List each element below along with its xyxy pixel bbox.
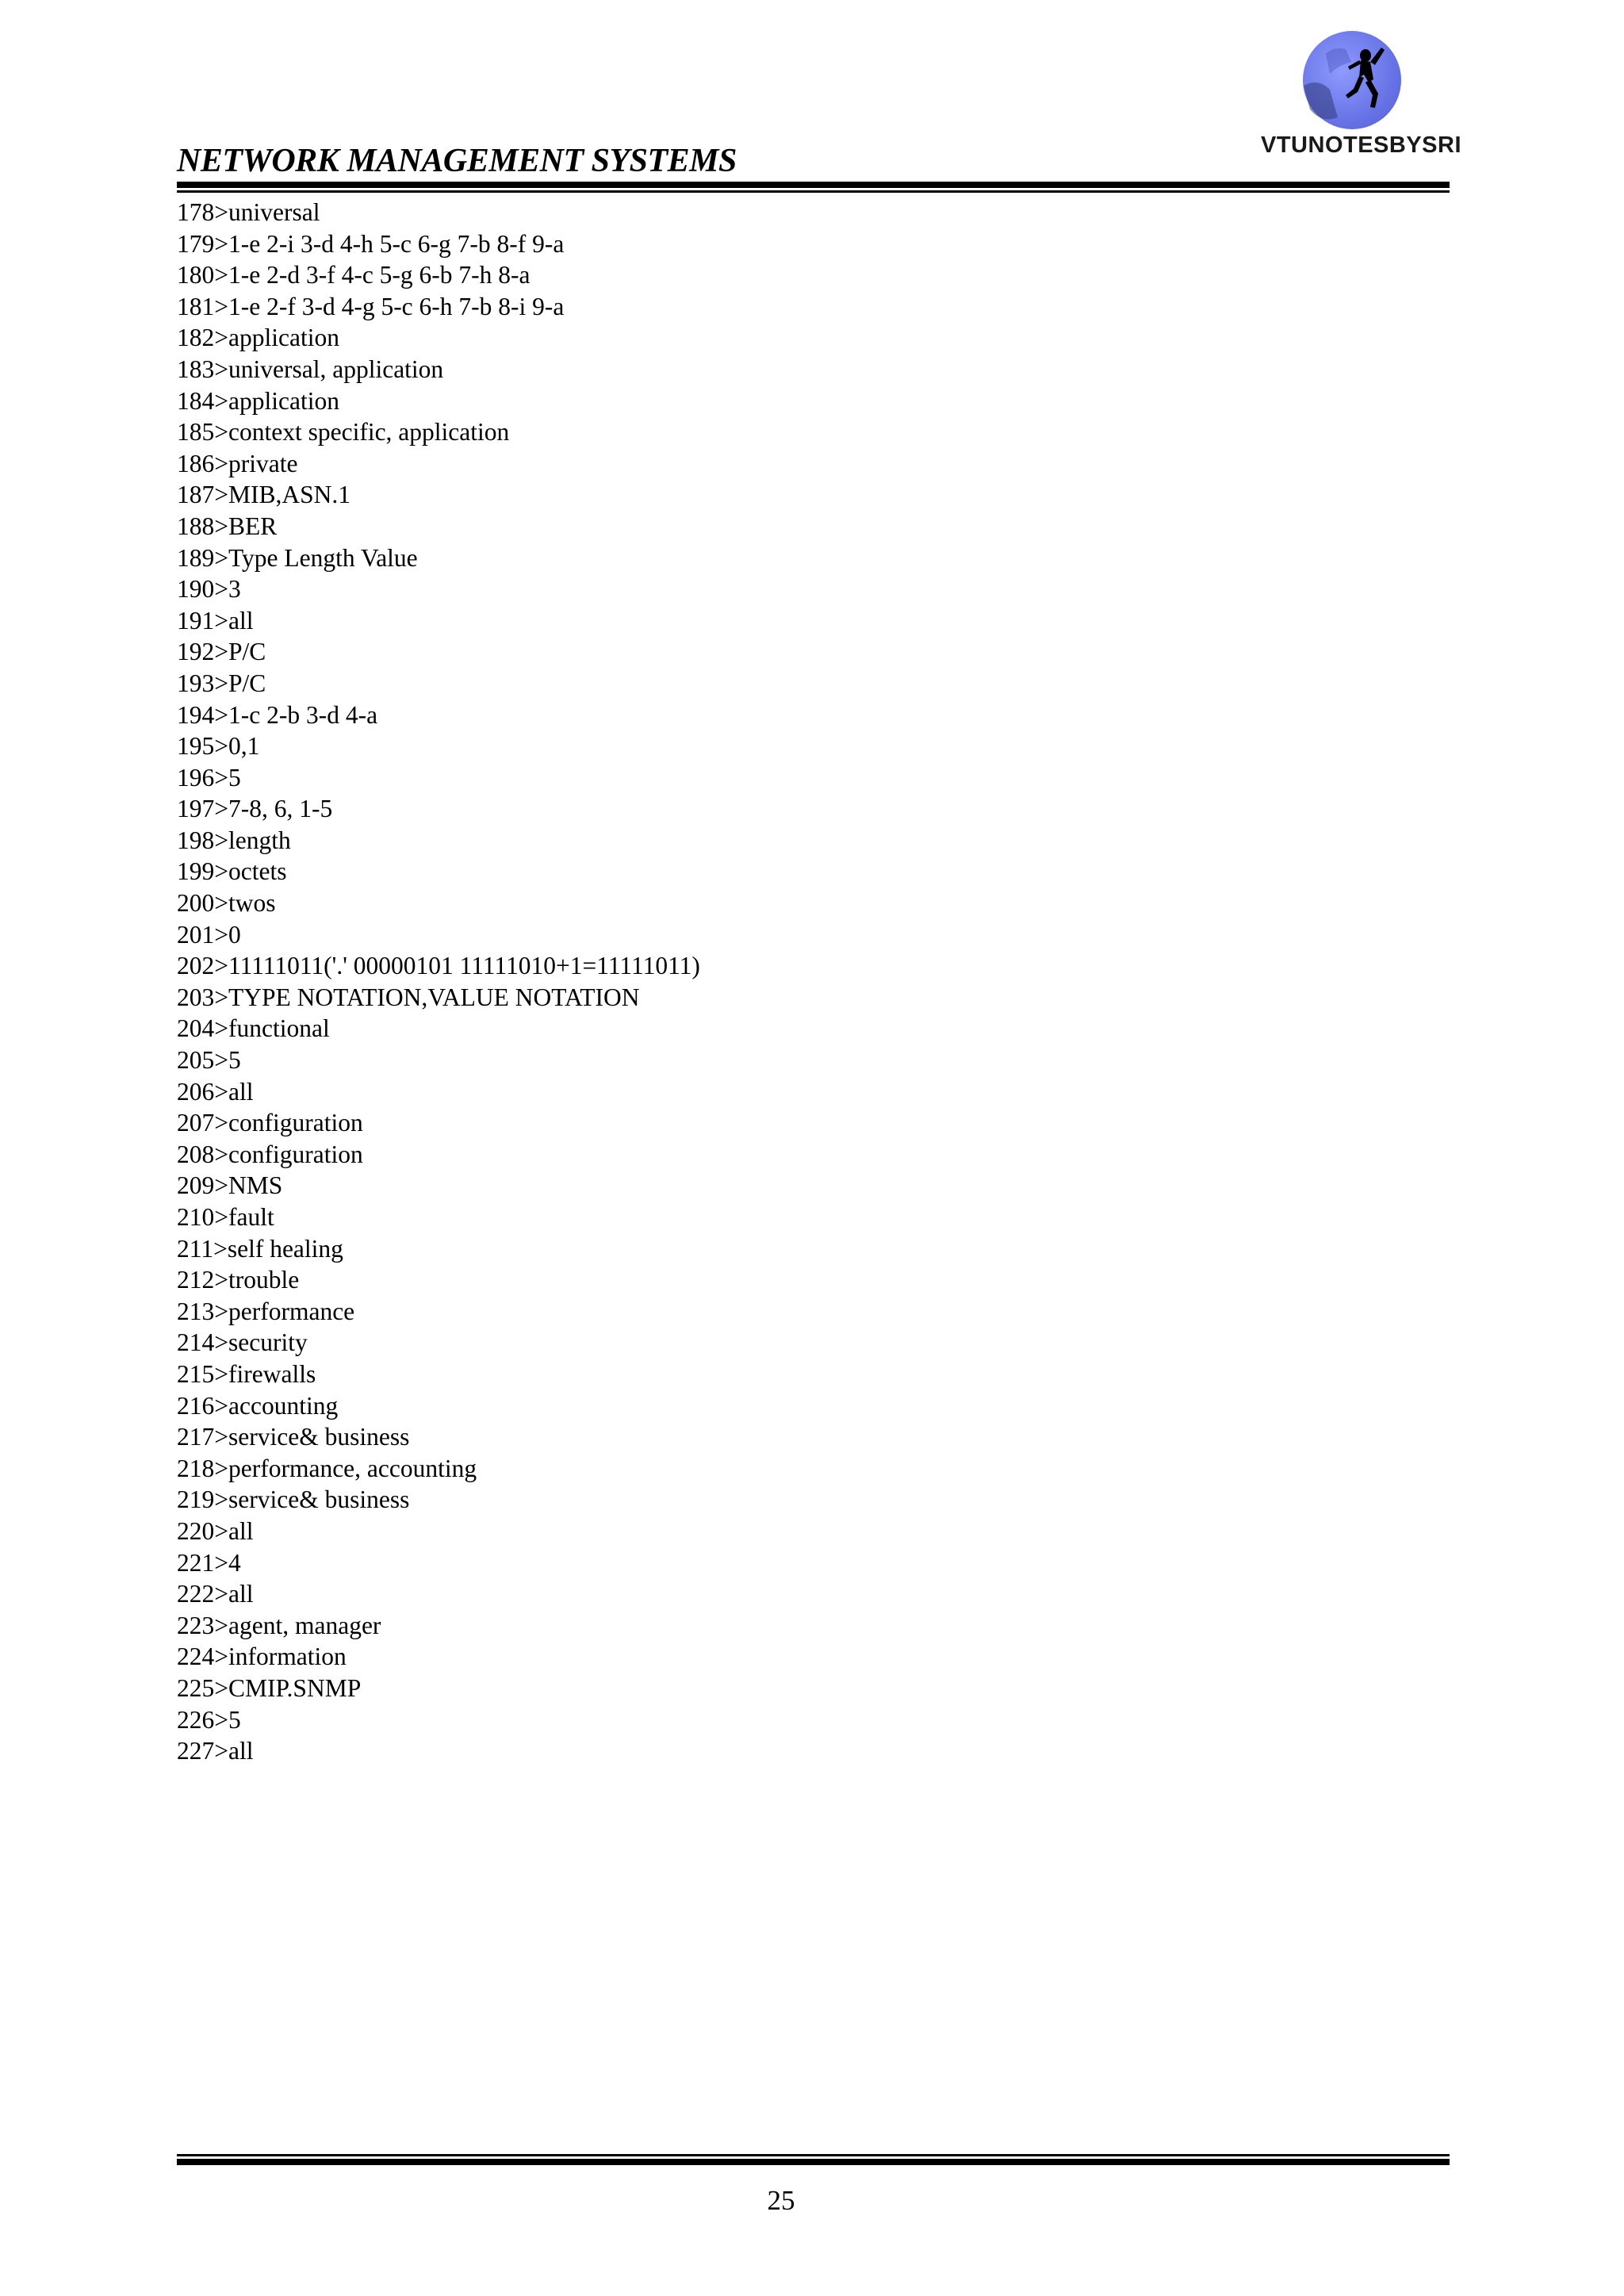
answer-line: 218>performance, accounting — [177, 1454, 477, 1482]
answer-line: 211>self healing — [177, 1234, 343, 1263]
answer-list — [177, 197, 1450, 1767]
page-number: 25 — [767, 2185, 795, 2216]
logo-text: VTUNOTESBYSRI — [1261, 132, 1462, 158]
footer-rule — [177, 2154, 1450, 2165]
answer-line: 182>application — [177, 324, 339, 352]
answer-line: 223>agent, manager — [177, 1611, 381, 1639]
header-rule-thick — [177, 182, 1450, 188]
answer-line: 189>Type Length Value — [177, 543, 418, 572]
answer-line: 196>5 — [177, 763, 241, 792]
answer-line: 199>octets — [177, 857, 287, 886]
answer-line: 186>private — [177, 449, 298, 477]
answer-line: 195>0,1 — [177, 732, 260, 761]
answer-line: 190>3 — [177, 575, 241, 604]
answer-line: 206>all — [177, 1077, 254, 1106]
answer-line: 205>5 — [177, 1046, 241, 1075]
answer-line: 221>4 — [177, 1548, 241, 1577]
header-rule — [177, 182, 1450, 193]
answer-line: 217>service& business — [177, 1423, 410, 1451]
answer-line: 194>1-c 2-b 3-d 4-a — [177, 700, 378, 729]
footer-rule-thick — [177, 2159, 1450, 2165]
answer-line: 216>accounting — [177, 1391, 339, 1420]
answer-line: 187>MIB,ASN.1 — [177, 481, 351, 509]
answer-line: 183>universal, application — [177, 355, 444, 383]
answer-line: 213>performance — [177, 1297, 355, 1325]
answer-line: 184>application — [177, 386, 339, 415]
answer-line: 212>trouble — [177, 1266, 300, 1294]
answer-line: 192>P/C — [177, 638, 266, 666]
answer-line: 193>P/C — [177, 669, 266, 697]
answer-line: 204>functional — [177, 1014, 330, 1043]
answer-line: 203>TYPE NOTATION,VALUE NOTATION — [177, 983, 640, 1011]
answer-line: 179>1-e 2-i 3-d 4-h 5-c 6-g 7-b 8-f 9-a — [177, 229, 565, 258]
header-rule-thin — [177, 190, 1450, 193]
answer-line: 191>all — [177, 606, 254, 634]
answer-line: 226>5 — [177, 1705, 241, 1734]
answer-line: 200>twos — [177, 889, 276, 918]
answer-line: 178>universal — [177, 198, 320, 226]
answer-line: 210>fault — [177, 1203, 274, 1231]
answer-line: 227>all — [177, 1737, 254, 1765]
answer-line: 209>NMS — [177, 1171, 283, 1200]
answer-line: 202>11111011('.' 00000101 11111010+1=11111011) — [177, 952, 700, 980]
answer-line: 198>length — [177, 826, 291, 854]
answer-line: 181>1-e 2-f 3-d 4-g 5-c 6-h 7-b 8-i 9-a — [177, 292, 565, 320]
answer-line: 185>context specific, application — [177, 418, 510, 447]
answer-line: 214>security — [177, 1328, 308, 1357]
answer-line: 197>7-8, 6, 1-5 — [177, 795, 333, 823]
answer-line: 220>all — [177, 1516, 254, 1545]
answer-line: 207>configuration — [177, 1109, 363, 1137]
answer-line: 222>all — [177, 1580, 254, 1608]
answer-line: 215>firewalls — [177, 1359, 316, 1388]
answer-line: 188>BER — [177, 512, 278, 540]
answer-line: 208>configuration — [177, 1140, 363, 1168]
answer-line: 224>information — [177, 1642, 347, 1671]
answer-line: 180>1-e 2-d 3-f 4-c 5-g 6-b 7-h 8-a — [177, 261, 530, 289]
answer-line: 225>CMIP.SNMP — [177, 1673, 362, 1702]
climber-silhouette-icon — [1302, 30, 1402, 130]
logo — [1261, 24, 1462, 163]
answer-line: 201>0 — [177, 920, 241, 949]
page-title: NETWORK MANAGEMENT SYSTEMS — [177, 143, 737, 179]
page-header — [177, 24, 1462, 194]
answer-line: 219>service& business — [177, 1485, 410, 1514]
footer-rule-thin — [177, 2154, 1450, 2156]
